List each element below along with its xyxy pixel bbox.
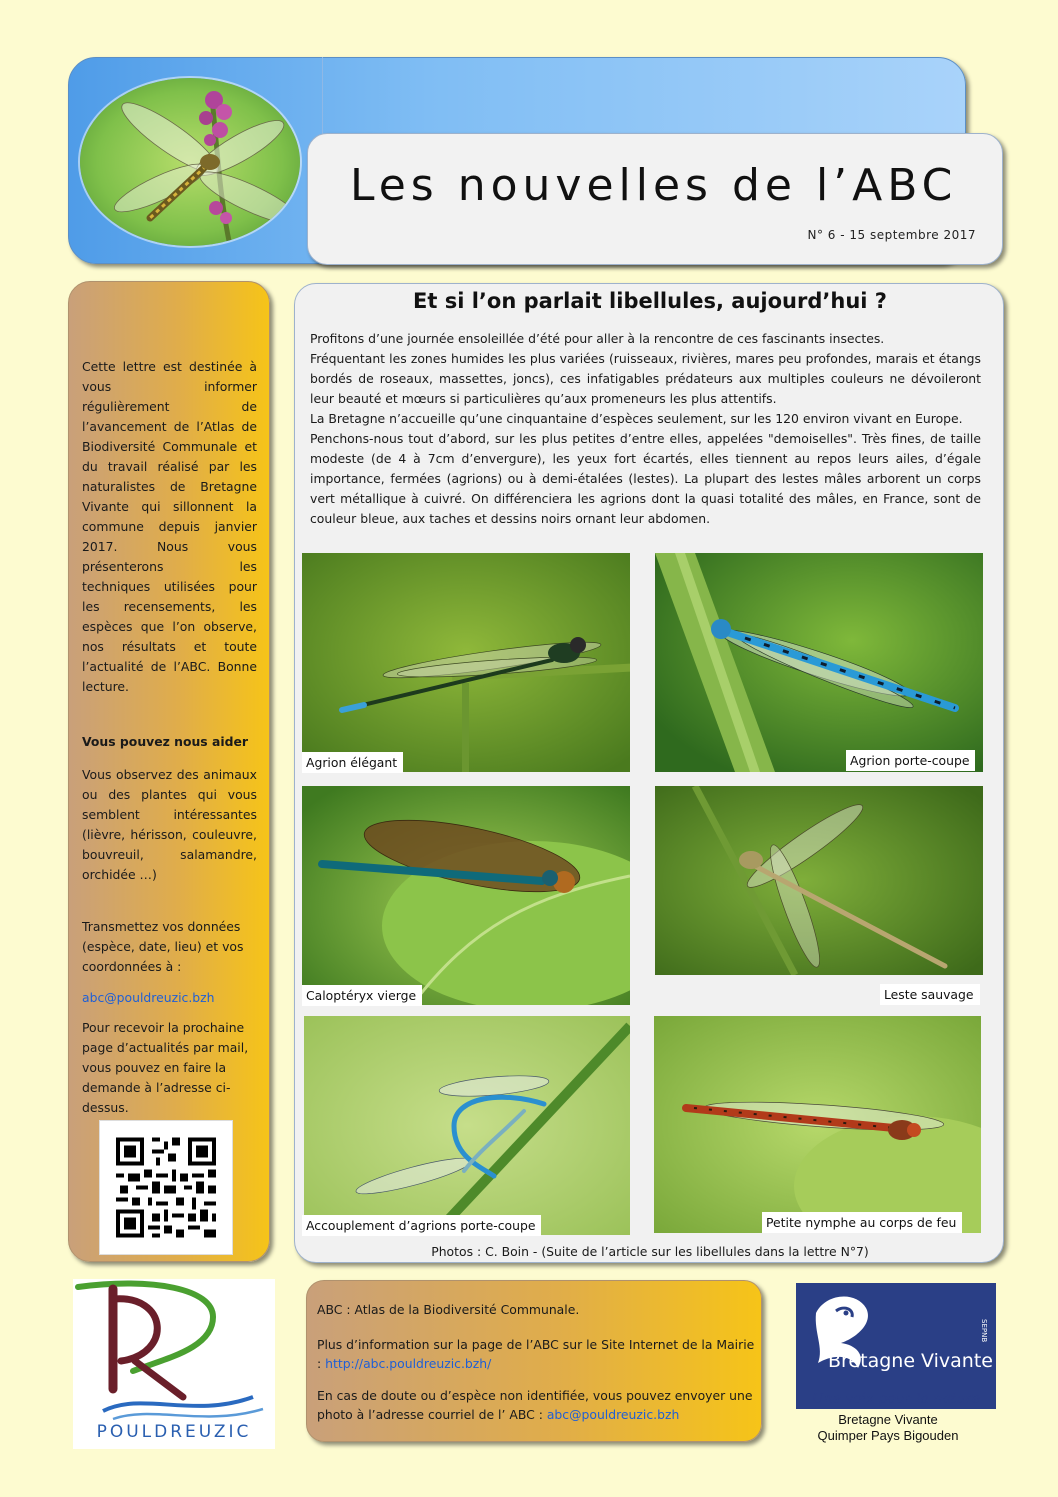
- sidebar-email-link[interactable]: abc@pouldreuzic.bzh: [82, 990, 215, 1005]
- info-contact-prefix: En cas de doute ou d’espèce non identifiée, vous pouvez envoyer une photo à l’adresse courriel de l’ ABC :: [317, 1388, 753, 1422]
- article-paragraph: Profitons d’une journée ensoleillée d’été pour aller à la rencontre de ces fascinants insectes.: [310, 331, 885, 346]
- issue-number-date: N° 6 - 15 septembre 2017: [807, 228, 976, 242]
- article-paragraph: La Bretagne n’accueille qu’une cinquantaine d’espèces seulement, sur les 120 environ vivant en Europe.: [310, 411, 963, 426]
- info-contact-text: [317, 1386, 757, 1424]
- header-dragonfly-photo: [80, 78, 300, 246]
- sidebar-help-title: Vous pouvez nous aider: [82, 734, 248, 749]
- abc-email-link[interactable]: abc@pouldreuzic.bzh: [546, 1407, 680, 1422]
- photo-petite-nymphe: [654, 1016, 981, 1233]
- caption-accouplement-agrions: Accouplement d’agrions porte-coupe: [302, 1215, 541, 1236]
- caption-petite-nymphe: Petite nymphe au corps de feu: [762, 1212, 962, 1233]
- qr-code[interactable]: [99, 1120, 233, 1255]
- caption-calopteryx-vierge: Caloptéryx vierge: [302, 985, 422, 1006]
- sidebar-intro: Cette lettre est destinée à vous informer régulièrement de l’avancement de l’Atlas de Biodiversité Communale et du travail réalisé par les naturalistes de Bretagne Vivante qui sillonnent la commune depuis janvier 2017. Nous vous présenterons les techniques utilisées pour les recensements, les espèces que l’on observe, nos résultats et toute l’actualité de l’ABC. Bonne lecture.: [82, 359, 257, 694]
- bv-logo-text: Bretagne Vivante: [828, 1350, 993, 1372]
- bv-name-line1: Bretagne Vivante: [838, 1412, 938, 1427]
- info-abc-definition: ABC : Atlas de la Biodiversité Communale.: [317, 1302, 580, 1317]
- article-title: Et si l’on parlait libellules, aujourd’hui ?: [413, 289, 887, 313]
- pouldreuzic-logo-text: POULDREUZIC: [96, 1422, 252, 1442]
- article-body: [310, 329, 981, 529]
- sidebar-send-text: Transmettez vos données (espèce, date, lieu) et vos coordonnées à :: [82, 919, 244, 974]
- caption-leste-sauvage: Leste sauvage: [880, 984, 980, 1005]
- caption-agrion-porte-coupe: Agrion porte-coupe: [846, 750, 975, 771]
- bv-name: [780, 1412, 996, 1444]
- photos-credit: Photos : C. Boin - (Suite de l’article sur les libellules dans la lettre N°7): [431, 1244, 869, 1259]
- bv-slogan: Une voix pour la nature: [811, 1391, 981, 1407]
- newsletter-title: Les nouvelles de l’ABC: [350, 160, 958, 211]
- photo-agrion-elegant: [302, 553, 630, 772]
- photo-calopteryx-vierge: [302, 786, 630, 1005]
- header-divider: [322, 57, 323, 137]
- article-paragraph: Penchons-nous tout d’abord, sur les plus petites d’entre elles, appelées "demoiselles". Très fines, de taille modeste (de 4 à 7cm d’envergure), les yeux fort écartés, elles tiennent au repos leurs ailes, d’égale importance, fermées (agrions) ou à demi-étalées (lestes). La plupart des lestes mâles arborent un corps vert métallique à cuivré. On différenciera les agrions dont la quasi totalité des mâles, en France, sont de couleur bleue, aux taches et dessins noirs ornant leur abdomen.: [310, 431, 981, 526]
- article-paragraph: Fréquentant les zones humides les plus variées (ruisseaux, rivières, mares peu profondes, marais et étangs bordés de roseaux, massettes, joncs), ces infatigables prédateurs aux multiples couleurs ne dévoileront leur beauté et mœurs si particulières qu’aux promeneurs les plus attentifs.: [310, 351, 981, 406]
- info-website-prefix: Plus d’information sur la page de l’ABC sur le Site Internet de la Mairie :: [317, 1337, 755, 1371]
- photo-accouplement-agrions: [304, 1016, 630, 1235]
- abc-website-link[interactable]: http://abc.pouldreuzic.bzh/: [325, 1356, 492, 1371]
- bv-name-line2: Quimper Pays Bigouden: [817, 1428, 959, 1443]
- sidebar-subscribe-text: Pour recevoir la prochaine page d’actualités par mail, vous pouvez en faire la demande à l’adresse ci-dessus.: [82, 1020, 249, 1115]
- sidebar-help-text: Vous observez des animaux ou des plantes qui vous semblent intéressantes (lièvre, hérisson, couleuvre, bouvreuil, salamandre, orchidée …): [82, 767, 257, 882]
- photo-leste-sauvage: [655, 786, 983, 975]
- caption-agrion-elegant: Agrion élégant: [302, 752, 403, 773]
- bv-logo-small-text: SEPNB: [980, 1319, 988, 1343]
- photo-agrion-porte-coupe: [655, 553, 983, 772]
- info-website-text: [317, 1335, 757, 1373]
